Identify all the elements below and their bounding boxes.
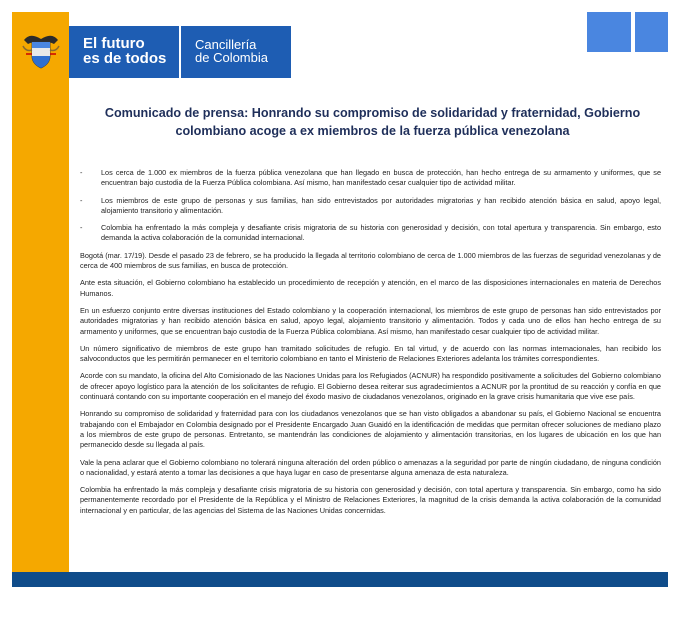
- bullet-text: Colombia ha enfrentado la más compleja y desafiante crisis migratoria de su historia con generosidad y decisión, con total apertura y transparencia. Sin embargo, esto demanda la activa colaboración de la comunidad internacional.: [101, 223, 661, 243]
- bullet-text: Los miembros de este grupo de personas y sus familias, han sido entrevistados por autoridades migratorias y han recibido atención básica en salud, apoyo legal, alojamiento transitorio y alimentación.: [101, 195, 661, 215]
- bullet-item: [80, 196, 661, 217]
- bullet-dash: -: [80, 168, 83, 177]
- brand-text: [195, 38, 268, 64]
- page-title: [90, 104, 655, 140]
- paragraph: Honrando su compromiso de solidaridad y fraternidad para con los ciudadanos venezolanos que se han visto obligados a abandonar su país, el Gobierno Nacional se encuentra trabajando con el Embajador en Colombia designado por el Presidente Encargado Juan Guaidó en la identificación de medidas que permitan ofrecer soluciones de mediano plazo a los miembros de este grupo de personas. Entretanto, se mantendrán las condiciones de alojamiento y alimentación transitorias, en los lugares de ubicación en los que han permanecido desde su llegada al país.: [80, 409, 661, 450]
- slogan-text: [83, 36, 166, 66]
- document-body: [80, 168, 661, 523]
- brand-line1: Cancillería: [195, 37, 257, 52]
- paragraph: Un número significativo de miembros de este grupo han tramitado solicitudes de refugio. En tal virtud, y de acuerdo con las normas internacionales, han recibido los salvoconductos que les permitirán permanecer en el territorio colombiano en tanto el Ministerio de Relaciones Exteriores adelanta los trámites correspondientes.: [80, 343, 661, 364]
- footer-bar: [12, 572, 668, 587]
- brand-line2: de Colombia: [195, 50, 268, 65]
- paragraph: Vale la pena aclarar que el Gobierno colombiano no tolerará ninguna alteración del orden público o amenazas a la seguridad por parte de ningún ciudadano, de ninguna condición o nacionalidad, y estará atento a tomar las decisiones a que haya lugar en caso de presentarse alguna amenaza de esta naturaleza.: [80, 457, 661, 477]
- decor-square-2: [635, 12, 668, 52]
- paragraph: En un esfuerzo conjunto entre diversas instituciones del Estado colombiano y la cooperación internacional, los miembros de este grupo de personas han sido entrevistados por autoridades migratorias y han recibido atención básica en salud, apoyo legal, alojamiento transitorio y alimentación. Todos y cada uno de ellos han hecho entrega de su armamento y uniformes, que se encuentran bajo custodia de la Fuerza Pública colombiana. Así mismo, han manifestado cesar cualquier tipo de actividad militar.: [80, 305, 661, 336]
- slogan-line2: es de todos: [83, 50, 167, 67]
- slogan-line1: El futuro: [83, 35, 145, 52]
- decor-square-1: [587, 12, 631, 52]
- header: [69, 12, 668, 87]
- coat-of-arms-icon: [20, 30, 62, 72]
- yellow-sidebar: [12, 12, 69, 572]
- bullet-dash: -: [80, 195, 83, 205]
- paragraph: Colombia ha enfrentado la más compleja y desafiante crisis migratoria de su historia con generosidad y decisión, con total apertura y transparencia. Sin embargo, como ha sido permanentemente recordado por el Presidente de la República y el Ministro de Relaciones Exteriores, la magnitud de la crisis demanda la activa colaboración de la comunidad internacional y en particular, de las agencias del Sistema de las Naciones Unidas concernidas.: [80, 485, 661, 515]
- title-line2: colombiano acoge a ex miembros de la fuerza pública venezolana: [175, 124, 570, 138]
- bullet-dash: -: [80, 223, 83, 233]
- paragraph: Acorde con su mandato, la oficina del Alto Comisionado de las Naciones Unidas para los Refugiados (ACNUR) ha respondido positivamente a solicitudes del Gobierno colombiano de ofrecer apoyo logístico para la atención de los solicitantes de refugio. El Gobierno desea reiterar sus agradecimientos a ACNUR por la prontitud de su reacción y confía en que continuará contando con su importante cooperación en el manejo del éxodo masivo de ciudadanos venezolanos, originado en la grave crisis humanitaria que vive ese país.: [80, 371, 661, 402]
- bullet-item: [80, 223, 661, 244]
- bullet-text: Los cerca de 1.000 ex miembros de la fuerza pública venezolana que han llegado en busca de protección, han hecho entrega de su armamento y uniformes, que se encuentran bajo custodia de la Fuerza Pública colombiana. Así mismo, han manifestado cesar cualquier tipo de actividad militar.: [101, 168, 661, 188]
- paragraph: Ante esta situación, el Gobierno colombiano ha establecido un procedimiento de recepción y atención, en el marco de las disposiciones internacionales en materia de Derechos Humanos.: [80, 278, 661, 298]
- title-line1: Comunicado de prensa: Honrando su compromiso de solidaridad y fraternidad, Gobierno: [104, 106, 641, 120]
- paragraph: Bogotá (mar. 17/19). Desde el pasado 23 de febrero, se ha producido la llegada al territorio colombiano de cerca de 1.000 miembros de las fuerzas de seguridad venezolanas y de cerca de 400 miembros de sus familias, en busca de protección.: [80, 250, 661, 271]
- bullet-item: [80, 168, 661, 189]
